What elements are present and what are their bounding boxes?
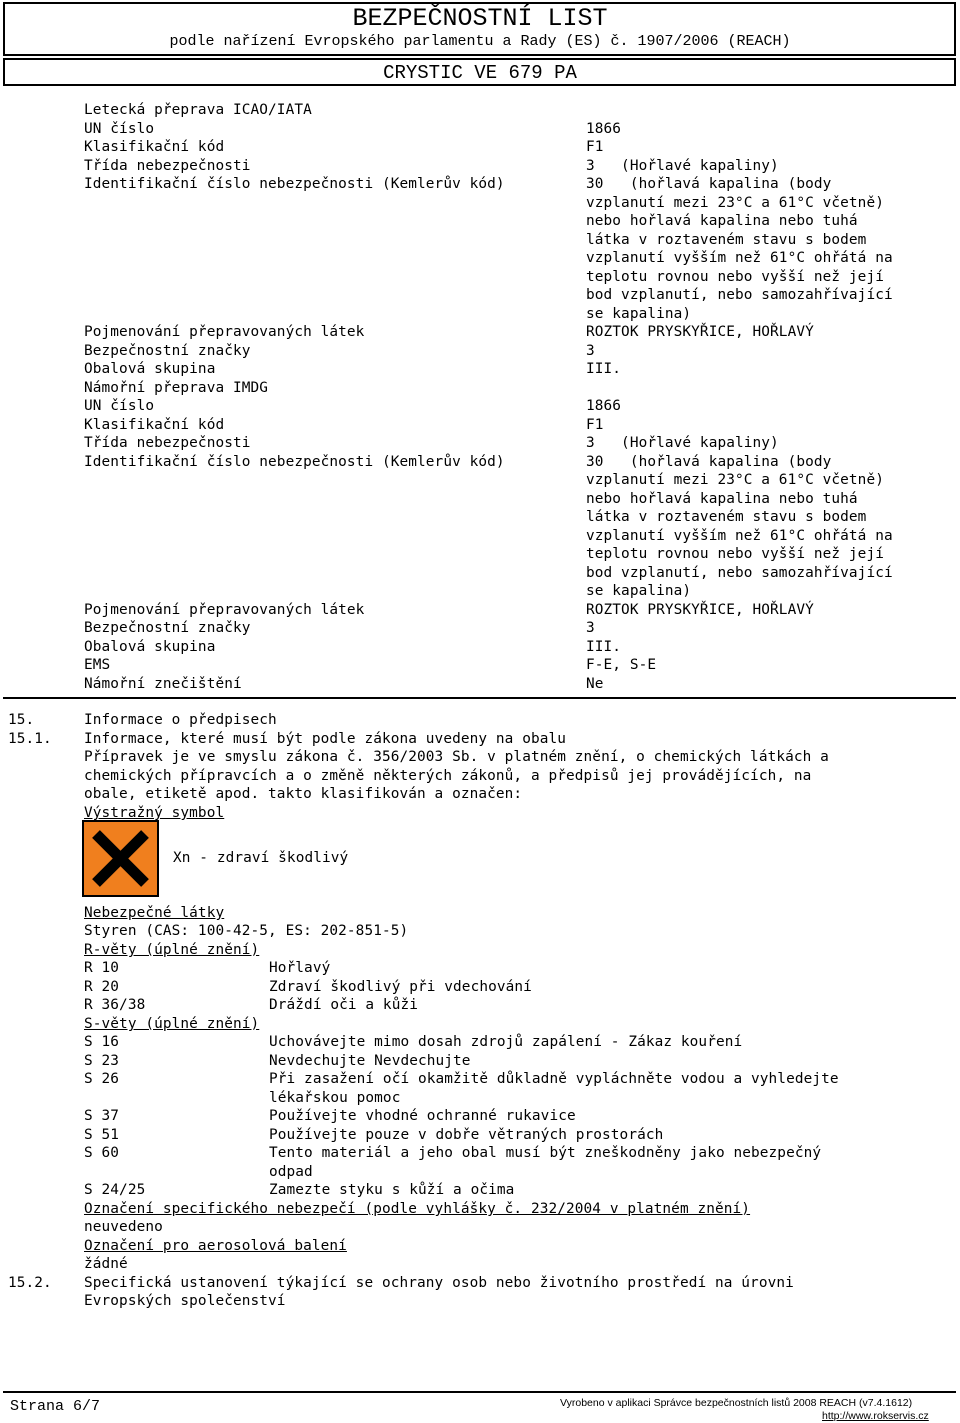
r-phrase-code: R 10 bbox=[84, 960, 120, 976]
s-phrase-text: Nevdechujte Nevdechujte bbox=[269, 1053, 471, 1069]
air-kemler-line: se kapalina) bbox=[586, 306, 692, 322]
sea-kemler-line: se kapalina) bbox=[586, 583, 692, 599]
specific-hazard-heading: Označení specifického nebezpečí (podle vyhlášky č. 232/2004 v platném znění) bbox=[84, 1201, 751, 1217]
sea-hazard-class-value: 3 (Hořlavé kapaliny) bbox=[586, 435, 779, 451]
air-name-label: Pojmenování přepravovaných látek bbox=[84, 324, 365, 340]
section-number: 15. bbox=[8, 712, 35, 728]
aerosol-heading: Označení pro aerosolová balení bbox=[84, 1238, 347, 1254]
air-kemler-line: bod vzplanutí, nebo samozahřívající bbox=[586, 287, 893, 303]
air-class-code-label: Klasifikační kód bbox=[84, 139, 225, 155]
s-phrase-code: S 23 bbox=[84, 1053, 120, 1069]
air-name-value: ROZTOK PRYSKYŘICE, HOŘLAVÝ bbox=[586, 324, 814, 340]
r-phrase-text: Zdraví škodlivý při vdechování bbox=[269, 979, 532, 995]
r-phrases-heading: R-věty (úplné znění) bbox=[84, 942, 260, 958]
s-phrase-text: Zamezte styku s kůží a očima bbox=[269, 1182, 515, 1198]
sea-name-value: ROZTOK PRYSKYŘICE, HOŘLAVÝ bbox=[586, 602, 814, 618]
document-subtitle: podle nařízení Evropského parlamentu a Rady (ES) č. 1907/2006 (REACH) bbox=[169, 33, 791, 50]
s-phrase-code: S 16 bbox=[84, 1034, 120, 1050]
sea-kemler-line: bod vzplanutí, nebo samozahřívající bbox=[586, 565, 893, 581]
subsection-title: Evropských společenství bbox=[84, 1293, 286, 1309]
sea-kemler-line: látka v roztaveném stavu s bodem bbox=[586, 509, 867, 525]
footer-divider bbox=[3, 1391, 956, 1393]
sea-kemler-label: Identifikační číslo nebezpečnosti (Kemlerův kód) bbox=[84, 454, 505, 470]
air-hazard-class-value: 3 (Hořlavé kapaliny) bbox=[586, 158, 779, 174]
sea-hazard-class-label: Třída nebezpečnosti bbox=[84, 435, 251, 451]
s-phrase-text: lékařskou pomoc bbox=[269, 1090, 401, 1106]
sea-packing-value: III. bbox=[586, 639, 622, 655]
s-phrase-text: Používejte pouze v dobře větraných prostorách bbox=[269, 1127, 664, 1143]
document-title: BEZPEČNOSTNÍ LIST bbox=[352, 4, 608, 33]
s-phrase-text: Uchovávejte mimo dosah zdrojů zapálení - Zákaz kouření bbox=[269, 1034, 743, 1050]
aerosol-value: žádné bbox=[84, 1256, 128, 1272]
sea-ems-label: EMS bbox=[84, 657, 111, 673]
dangerous-substance: Styren (CAS: 100-42-5, ES: 202-851-5) bbox=[84, 923, 409, 939]
symbol-caption: Xn - zdraví škodlivý bbox=[173, 850, 349, 866]
air-signs-label: Bezpečnostní značky bbox=[84, 343, 251, 359]
s-phrase-text: Při zasažení očí okamžitě důkladně vypláchněte vodou a vyhledejte bbox=[269, 1071, 839, 1087]
subsection-number: 15.2. bbox=[8, 1275, 52, 1291]
air-kemler-line: 30 (hořlavá kapalina (body bbox=[586, 176, 832, 192]
intro-line: chemických přípravcích a o změně některých zákonů, a předpisů jej provádějících, na bbox=[84, 768, 812, 784]
s-phrase-text: odpad bbox=[269, 1164, 313, 1180]
s-phrase-text: Tento materiál a jeho obal musí být zneškodněny jako nebezpečný bbox=[269, 1145, 822, 1161]
air-un-label: UN číslo bbox=[84, 121, 155, 137]
r-phrase-text: Hořlavý bbox=[269, 960, 331, 976]
sea-kemler-line: nebo hořlavá kapalina nebo tuhá bbox=[586, 491, 858, 507]
sea-kemler-line: vzplanutí mezi 23°C a 61°C včetně) bbox=[586, 472, 884, 488]
sea-un-label: UN číslo bbox=[84, 398, 155, 414]
air-un-value: 1866 bbox=[586, 121, 622, 137]
r-phrase-text: Dráždí oči a kůži bbox=[269, 997, 418, 1013]
air-kemler-line: nebo hořlavá kapalina nebo tuhá bbox=[586, 213, 858, 229]
s-phrase-code: S 24/25 bbox=[84, 1182, 146, 1198]
harmful-xn-icon bbox=[82, 820, 159, 897]
sea-signs-value: 3 bbox=[586, 620, 595, 636]
intro-line: Přípravek je ve smyslu zákona č. 356/2003 Sb. v platném znění, o chemických látkách a bbox=[84, 749, 829, 765]
air-packing-value: III. bbox=[586, 361, 622, 377]
sea-kemler-line: 30 (hořlavá kapalina (body bbox=[586, 454, 832, 470]
sea-pollutant-label: Námořní znečištění bbox=[84, 676, 242, 692]
sea-kemler-line: teplotu rovnou nebo vyšší než její bbox=[586, 546, 884, 562]
subsection-title: Specifická ustanovení týkající se ochrany osob nebo životního prostředí na úrovni bbox=[84, 1275, 794, 1291]
sea-heading: Námořní přeprava IMDG bbox=[84, 380, 269, 396]
air-signs-value: 3 bbox=[586, 343, 595, 359]
subsection-title: Informace, které musí být podle zákona uvedeny na obalu bbox=[84, 731, 567, 747]
sea-packing-label: Obalová skupina bbox=[84, 639, 216, 655]
sea-ems-value: F-E, S-E bbox=[586, 657, 657, 673]
specific-hazard-value: neuvedeno bbox=[84, 1219, 163, 1235]
air-class-code-value: F1 bbox=[586, 139, 604, 155]
subsection-number: 15.1. bbox=[8, 731, 52, 747]
s-phrase-text: Používejte vhodné ochranné rukavice bbox=[269, 1108, 576, 1124]
generator-note: Vyrobeno v aplikaci Správce bezpečnostních listů 2008 REACH (v7.4.1612) bbox=[560, 1397, 913, 1409]
section-title: Informace o předpisech bbox=[84, 712, 277, 728]
sea-name-label: Pojmenování přepravovaných látek bbox=[84, 602, 365, 618]
product-name: CRYSTIC VE 679 PA bbox=[383, 62, 577, 84]
s-phrase-code: S 51 bbox=[84, 1127, 120, 1143]
s-phrase-code: S 37 bbox=[84, 1108, 120, 1124]
sea-kemler-line: vzplanutí vyšším než 61°C ohřátá na bbox=[586, 528, 893, 544]
air-kemler-line: vzplanutí vyšším než 61°C ohřátá na bbox=[586, 250, 893, 266]
warning-symbol-heading: Výstražný symbol bbox=[84, 805, 225, 821]
sea-signs-label: Bezpečnostní značky bbox=[84, 620, 251, 636]
air-hazard-class-label: Třída nebezpečnosti bbox=[84, 158, 251, 174]
generator-link[interactable]: http://www.rokservis.cz bbox=[822, 1410, 929, 1422]
air-kemler-line: látka v roztaveném stavu s bodem bbox=[586, 232, 867, 248]
sea-class-code-value: F1 bbox=[586, 417, 604, 433]
air-kemler-label: Identifikační číslo nebezpečnosti (Kemlerův kód) bbox=[84, 176, 505, 192]
r-phrase-code: R 20 bbox=[84, 979, 120, 995]
intro-line: obale, etiketě apod. takto klasifikován a označen: bbox=[84, 786, 523, 802]
section-divider bbox=[3, 697, 956, 699]
sea-un-value: 1866 bbox=[586, 398, 622, 414]
s-phrase-code: S 26 bbox=[84, 1071, 120, 1087]
sea-pollutant-value: Ne bbox=[586, 676, 604, 692]
s-phrase-code: S 60 bbox=[84, 1145, 120, 1161]
air-kemler-line: vzplanutí mezi 23°C a 61°C včetně) bbox=[586, 195, 884, 211]
sea-class-code-label: Klasifikační kód bbox=[84, 417, 225, 433]
air-kemler-line: teplotu rovnou nebo vyšší než její bbox=[586, 269, 884, 285]
r-phrase-code: R 36/38 bbox=[84, 997, 146, 1013]
air-packing-label: Obalová skupina bbox=[84, 361, 216, 377]
air-heading: Letecká přeprava ICAO/IATA bbox=[84, 102, 312, 118]
s-phrases-heading: S-věty (úplné znění) bbox=[84, 1016, 260, 1032]
dangerous-substances-heading: Nebezpečné látky bbox=[84, 905, 225, 921]
page-number: Strana 6/7 bbox=[10, 1398, 101, 1415]
